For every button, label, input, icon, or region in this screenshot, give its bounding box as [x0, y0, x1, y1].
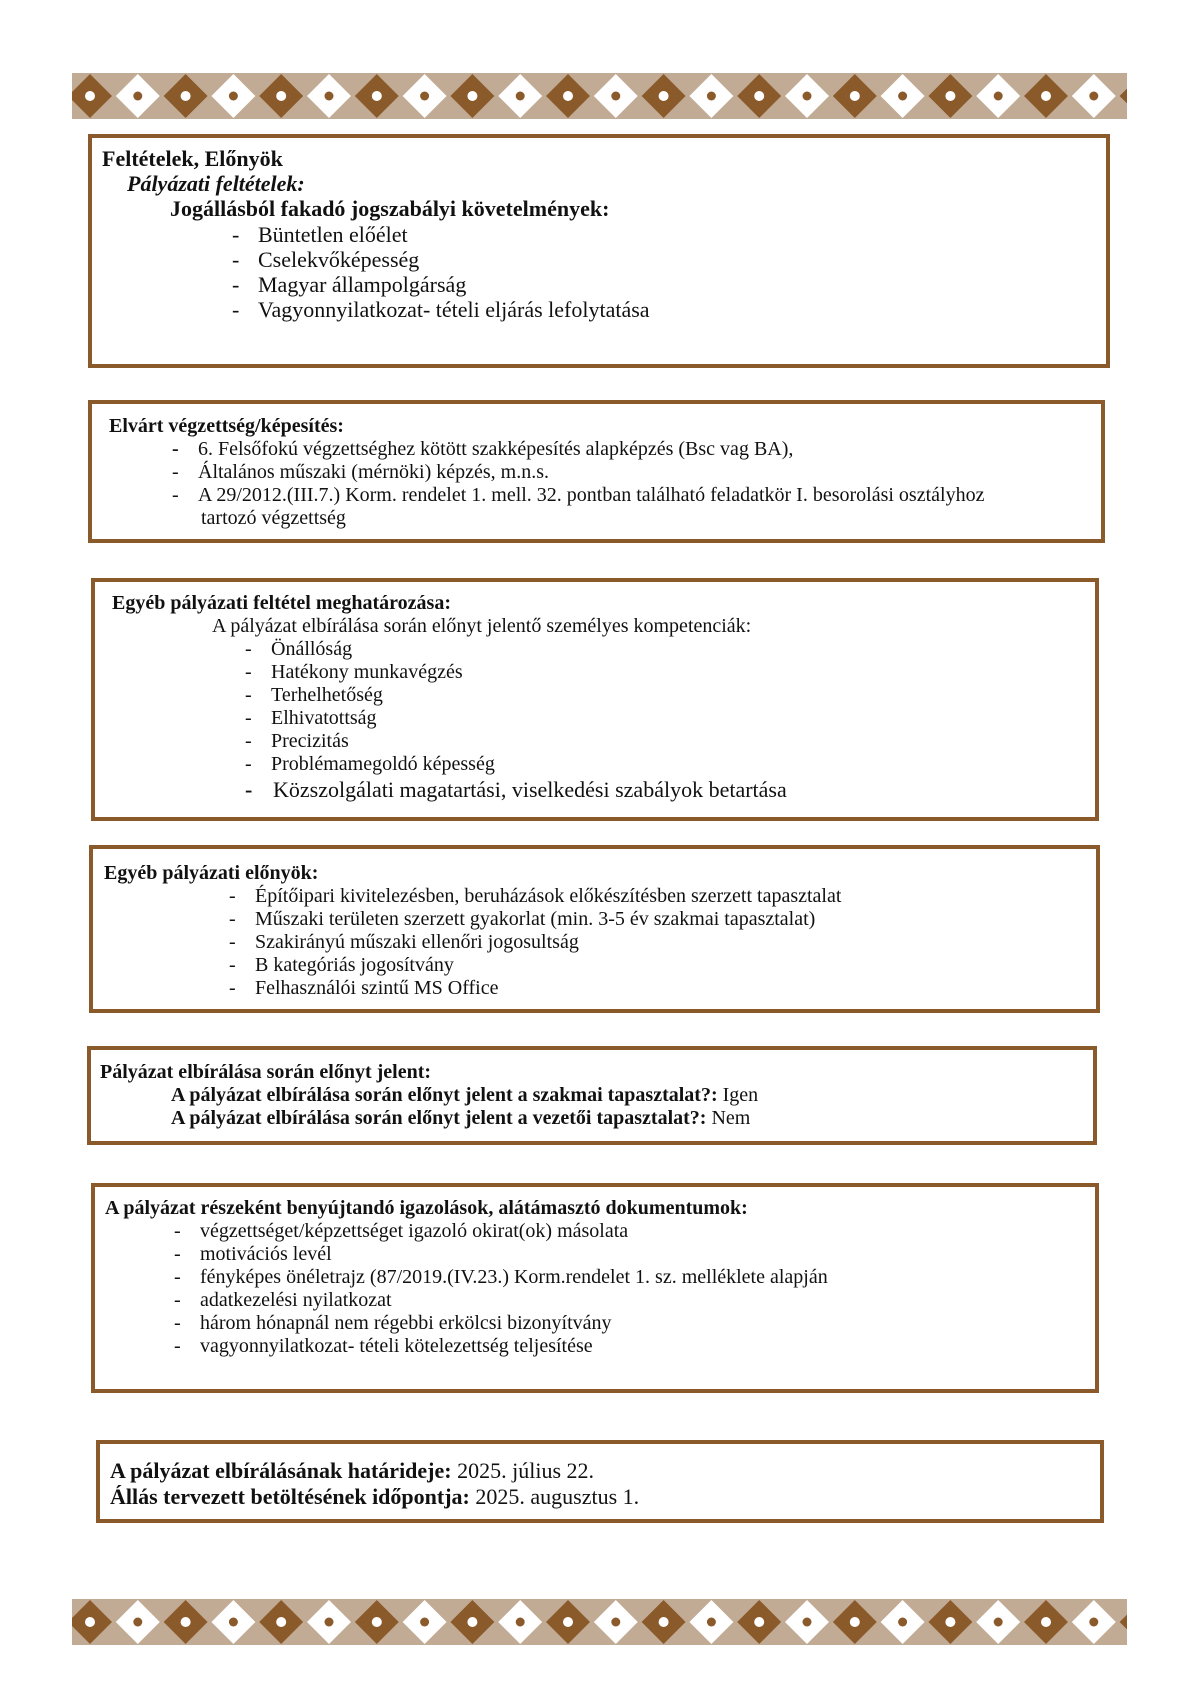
diamond-dot [898, 1618, 907, 1627]
diamond-dot [181, 91, 191, 101]
diamond-dot [420, 1618, 429, 1627]
diamond-dot [563, 1617, 573, 1627]
diamond-dot [707, 92, 716, 101]
diamond-dot [803, 1618, 812, 1627]
diamond-dot [372, 1617, 382, 1627]
diamond-dot [276, 1617, 286, 1627]
advantages-box: Egyéb pályázati előnyök: - Építőipari kivitelezésben, beruházások előkészítésben szerzett tapasztalat - Műszaki területen szerzett gyakorlat (min. 3-5 év szakmai tapasztalat) - Szakirányú műszaki ellenőri jogosultság - B kategóriás jogosítvány - Felhasználói szintű MS Office [89, 845, 1100, 1013]
management-experience-answer: Nem [711, 1107, 751, 1129]
diamond-dot [229, 92, 238, 101]
list-item-continuation: tartozó végzettség [201, 507, 346, 529]
other-conditions-box: Egyéb pályázati feltétel meghatározása: A pályázat elbírálása során előnyt jelentő személyes kompetenciák: - Önállóság - Hatékony munkavégzés - Terhelhetőség - Elhivatottság - Precizitás - Problémamegoldó képesség - Közszolgálati magatartási, viselkedési szabályok betartása [91, 578, 1099, 821]
diamond-dot [467, 91, 477, 101]
management-experience-question: A pályázat elbírálása során előnyt jelent a vezetői tapasztalat?: Nem [171, 1107, 751, 1129]
diamond-dot [85, 91, 95, 101]
evaluation-advantage-box [87, 1046, 1097, 1145]
diamond-dot [611, 1618, 620, 1627]
legal-requirements-heading: Jogállásból fakadó jogszabályi követelmények: [170, 196, 610, 221]
diamond-dot [1041, 1617, 1051, 1627]
conditions-title: Feltételek, Előnyök [102, 146, 283, 171]
diamond-dot [1089, 1618, 1098, 1627]
diamond-dot [133, 1618, 142, 1627]
diamond-dot [994, 1618, 1003, 1627]
diamond-dot [945, 91, 955, 101]
diamond-dot [516, 92, 525, 101]
diamond-dot [325, 92, 334, 101]
diamond-dot [325, 1618, 334, 1627]
diamond-dot [516, 1618, 525, 1627]
evaluation-advantage-title: Pályázat elbírálása során előnyt jelent: [100, 1061, 432, 1083]
planned-start-date: Állás tervezett betöltésének időpontja: 2025. augusztus 1. [110, 1484, 640, 1509]
diamond-dot [1041, 91, 1051, 101]
diamond-shape [1120, 1600, 1127, 1644]
bottom-decorative-band [72, 1599, 1127, 1645]
diamond-dot [229, 1618, 238, 1627]
documents-box: A pályázat részeként benyújtandó igazolások, alátámasztó dokumentumok: - végzettséget/képzettséget igazoló okirat(ok) másolata - motivációs levél - fényképes önéletrajz (87/2019.(IV.23.) Korm.rendelet 1. sz. melléklete alapján - adatkezelési nyilatkozat - három hónapnál nem régebbi erkölcsi bizonyítvány - vagyonnyilatkozat- tételi kötelezettség teljesítése [91, 1183, 1099, 1393]
diamond-dot [372, 91, 382, 101]
diamond-dot [850, 1617, 860, 1627]
diamond-dot [1089, 92, 1098, 101]
diamond-dot [85, 1617, 95, 1627]
conditions-subtitle: Pályázati feltételek: [127, 171, 305, 196]
advantages-title: Egyéb pályázati előnyök: [104, 862, 319, 884]
diamond-dot [420, 92, 429, 101]
diamond-dot [276, 91, 286, 101]
diamond-dot [133, 92, 142, 101]
diamond-dot [659, 91, 669, 101]
evaluation-deadline-value: 2025. július 22. [457, 1458, 595, 1483]
diamond-dot [707, 1618, 716, 1627]
top-decorative-band [72, 73, 1127, 119]
evaluation-deadline: A pályázat elbírálásának határideje: 2025. július 22. [110, 1458, 595, 1483]
professional-experience-answer: Igen [722, 1084, 759, 1106]
diamond-dot [945, 1617, 955, 1627]
qualification-title: Elvárt végzettség/képesítés: [109, 415, 344, 437]
diamond-pattern-icon [72, 1599, 1127, 1645]
diamond-dot [611, 92, 620, 101]
diamond-dot [994, 92, 1003, 101]
diamond-pattern-icon [72, 73, 1127, 119]
deadlines-box [96, 1440, 1104, 1523]
diamond-shape [1120, 74, 1127, 118]
professional-experience-question: A pályázat elbírálása során előnyt jelent a szakmai tapasztalat?: Igen [171, 1084, 759, 1106]
diamond-dot [754, 91, 764, 101]
planned-start-date-value: 2025. augusztus 1. [475, 1484, 640, 1509]
diamond-dot [467, 1617, 477, 1627]
diamond-dot [754, 1617, 764, 1627]
diamond-dot [659, 1617, 669, 1627]
diamond-dot [803, 92, 812, 101]
diamond-dot [898, 92, 907, 101]
documents-title: A pályázat részeként benyújtandó igazolások, alátámasztó dokumentumok: [105, 1197, 748, 1219]
conditions-box: Feltételek, Előnyök Pályázati feltételek: Jogállásból fakadó jogszabályi követelmények: - Büntetlen előélet - Cselekvőképesség - Magyar állampolgárság - Vagyonnyilatkozat- tételi eljárás lefolytatása [88, 134, 1110, 368]
diamond-dot [850, 91, 860, 101]
diamond-dot [563, 91, 573, 101]
other-conditions-title: Egyéb pályázati feltétel meghatározása: [112, 592, 451, 614]
competencies-intro: A pályázat elbírálása során előnyt jelentő személyes kompetenciák: [212, 615, 752, 637]
qualification-box: Elvárt végzettség/képesítés: - 6. Felsőfokú végzettséghez kötött szakképesítés alapképzés (Bsc vag BA), - Általános műszaki (mérnöki) képzés, m.n.s. - A 29/2012.(III.7.) Korm. rendelet 1. mell. 32. pontban található feladatkör I. besorolási osztályhoz tartozó végzettség [88, 400, 1105, 543]
diamond-dot [181, 1617, 191, 1627]
